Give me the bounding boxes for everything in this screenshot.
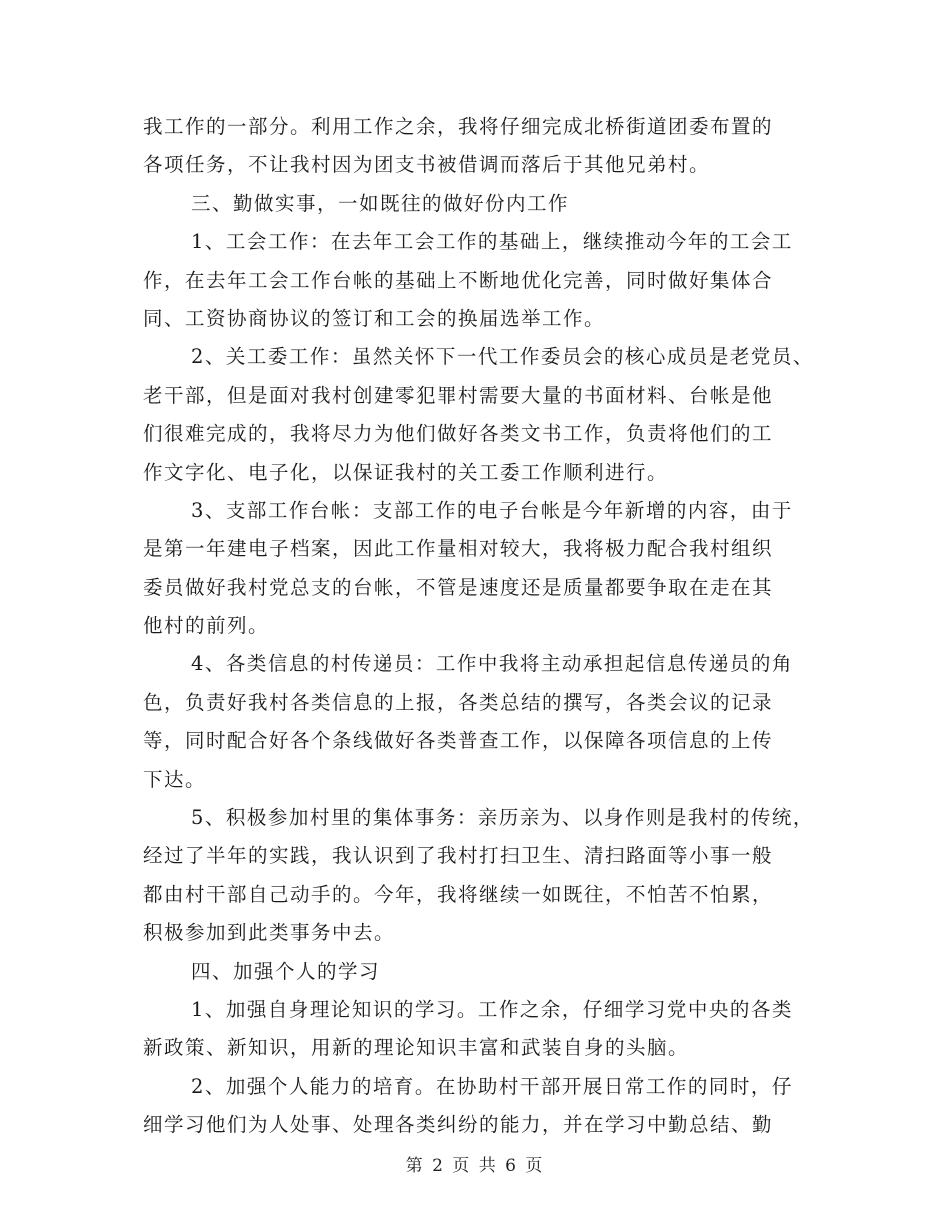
text-line: 4、各类信息的村传递员：工作中我将主动承担起信息传递员的角 — [191, 652, 793, 676]
text-line: 5、积极参加村里的集体事务：亲历亲为、以身作则是我村的传统， — [191, 806, 814, 830]
text-line: 2、加强个人能力的培育。在协助村干部开展日常工作的同时，仔 — [191, 1074, 793, 1098]
text-line: 1、工会工作：在去年工会工作的基础上，继续推动今年的工会工 — [191, 230, 793, 254]
text-line: 老干部，但是面对我村创建零犯罪村需要大量的书面材料、台帐是他 — [143, 383, 774, 407]
text-line: 同、工资协商协议的签订和工会的换届选举工作。 — [143, 306, 606, 330]
text-line: 细学习他们为人处事、处理各类纠纷的能力，并在学习中勤总结、勤 — [143, 1113, 774, 1137]
text-line: 我工作的一部分。利用工作之余，我将仔细完成北桥街道团委布置的 — [143, 115, 774, 138]
text-line: 1、加强自身理论知识的学习。工作之余，仔细学习党中央的各类 — [191, 997, 793, 1021]
section-heading-3: 三、勤做实事，一如既往的做好份内工作 — [191, 191, 570, 215]
text-block — [143, 108, 823, 1145]
text-line: 他村的前列。 — [143, 614, 270, 638]
text-line: 委员做好我村党总支的台帐，不管是速度还是质量都要争取在走在其 — [143, 575, 774, 599]
text-line: 经过了半年的实践，我认识到了我村打扫卫生、清扫路面等小事一般 — [143, 844, 774, 868]
text-line: 各项任务，不让我村因为团支书被借调而落后于其他兄弟村。 — [143, 153, 711, 177]
text-line: 3、支部工作台帐：支部工作的电子台帐是今年新增的内容，由于 — [191, 498, 793, 522]
text-line: 积极参加到此类事务中去。 — [143, 921, 396, 945]
text-line: 等，同时配合好各个条线做好各类普查工作，以保障各项信息的上传 — [143, 729, 774, 753]
body-text — [143, 108, 823, 1145]
text-line: 下达。 — [143, 767, 207, 791]
text-line: 色，负责好我村各类信息的上报，各类总结的撰写，各类会议的记录 — [143, 690, 774, 714]
text-line: 2、关工委工作：虽然关怀下一代工作委员会的核心成员是老党员、 — [191, 345, 814, 369]
text-line: 作，在去年工会工作台帐的基础上不断地优化完善，同时做好集体合 — [143, 268, 774, 292]
text-line: 新政策、新知识，用新的理论知识丰富和武装自身的头脑。 — [143, 1036, 690, 1060]
text-line: 们很难完成的，我将尽力为他们做好各类文书工作，负责将他们的工 — [143, 422, 774, 446]
text-line: 作文字化、电子化，以保证我村的关工委工作顺利进行。 — [143, 460, 669, 484]
page-number-footer: 第 2 页 共 6 页 — [405, 1156, 545, 1176]
section-heading-4: 四、加强个人的学习 — [191, 959, 381, 983]
text-line: 都由村干部自己动手的。今年，我将继续一如既往，不怕苦不怕累， — [143, 882, 774, 906]
text-line: 是第一年建电子档案，因此工作量相对较大，我将极力配合我村组织 — [143, 537, 774, 561]
